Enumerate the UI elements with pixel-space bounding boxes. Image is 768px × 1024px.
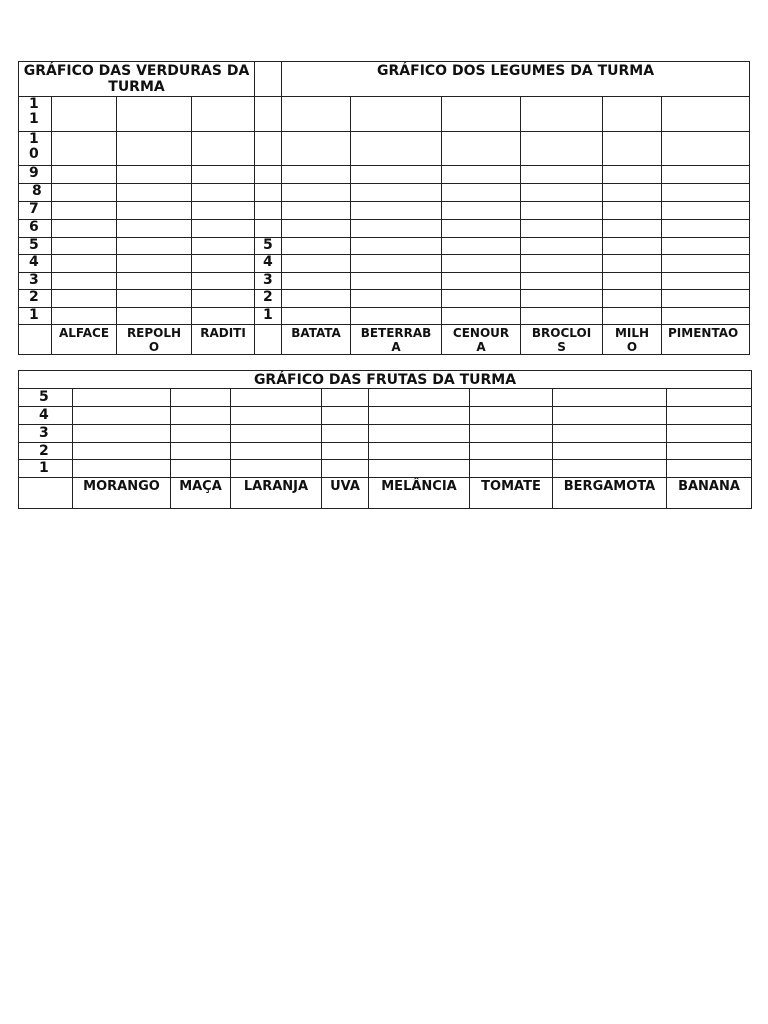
scale-cell (19, 443, 73, 460)
scale-cell (19, 290, 52, 308)
legumes-scale-cell (255, 238, 282, 255)
scale-cell (19, 220, 52, 238)
scale-value: 1 (29, 307, 39, 323)
separator-cell (255, 62, 282, 97)
category-label: BROCLOIS (521, 325, 603, 355)
category-label: TOMATE (470, 478, 553, 509)
scale-value: 1 1 (29, 96, 39, 127)
category-label: MAÇA (171, 478, 231, 509)
scale-value: 4 (29, 254, 39, 270)
scale-cell (19, 97, 52, 132)
category-label: BERGAMOTA (553, 478, 667, 509)
legumes-scale-cell (255, 290, 282, 308)
scale-value: 5 (29, 237, 39, 253)
scale-cell (19, 460, 73, 478)
scale-value: 3 (39, 425, 49, 441)
legumes-scale-value: 5 (263, 237, 273, 253)
scale-value: 6 (29, 219, 39, 235)
verduras-legumes-chart-table (18, 61, 750, 355)
category-label: UVA (322, 478, 369, 509)
category-label: LARANJA (231, 478, 322, 509)
verduras-chart-title: GRÁFICO DAS VERDURAS DA TURMA (19, 62, 255, 97)
grid-row (19, 273, 750, 290)
scale-value: 1 (39, 460, 49, 476)
legumes-scale-cell (255, 220, 282, 238)
category-label: BANANA (667, 478, 752, 509)
category-label: MELÂNCIA (369, 478, 470, 509)
grid-row (19, 255, 750, 273)
scale-cell (19, 255, 52, 273)
legumes-scale-cell (255, 273, 282, 290)
grid-row (19, 389, 752, 407)
separator-cell (255, 325, 282, 355)
scale-value: 2 (29, 289, 39, 305)
empty-corner-cell (19, 478, 73, 509)
grid-row (19, 425, 752, 443)
grid-row (19, 238, 750, 255)
scale-cell (19, 166, 52, 184)
legumes-scale-value: 4 (263, 254, 273, 270)
scale-value: 3 (29, 272, 39, 288)
legumes-scale-cell (255, 166, 282, 184)
scale-cell (19, 238, 52, 255)
grid-row (19, 460, 752, 478)
category-label: MILHO (603, 325, 662, 355)
scale-cell (19, 184, 52, 202)
legumes-scale-cell (255, 255, 282, 273)
category-label: BETERRABA (351, 325, 442, 355)
scale-cell (19, 132, 52, 166)
legumes-scale-cell (255, 132, 282, 166)
scale-cell (19, 308, 52, 325)
grid-row (19, 290, 750, 308)
category-label: RADITI (192, 325, 255, 355)
grid-row (19, 166, 750, 184)
grid-row (19, 308, 750, 325)
scale-cell (19, 407, 73, 425)
scale-value: 7 (29, 201, 39, 217)
grid-row (19, 443, 752, 460)
category-label: ALFACE (52, 325, 117, 355)
grid-row (19, 132, 750, 166)
scale-value: 5 (39, 389, 49, 405)
scale-value: 8 (32, 183, 42, 199)
scale-cell (19, 273, 52, 290)
grid-row (19, 407, 752, 425)
scale-value: 4 (39, 407, 49, 423)
scale-cell (19, 425, 73, 443)
legumes-scale-value: 3 (263, 272, 273, 288)
scale-cell (19, 389, 73, 407)
category-label: PIMENTAO (662, 325, 750, 355)
category-label: REPOLHO (117, 325, 192, 355)
legumes-scale-cell (255, 308, 282, 325)
grid-row (19, 97, 750, 132)
grid-row (19, 202, 750, 220)
legumes-scale-value: 1 (263, 307, 273, 323)
category-label: CENOURA (442, 325, 521, 355)
legumes-scale-cell (255, 202, 282, 220)
frutas-chart-title: GRÁFICO DAS FRUTAS DA TURMA (19, 371, 752, 389)
category-label-row (19, 325, 750, 355)
grid-row (19, 184, 750, 202)
category-label-row (19, 478, 752, 509)
legumes-chart-title: GRÁFICO DOS LEGUMES DA TURMA (282, 62, 750, 97)
scale-value: 9 (29, 165, 39, 181)
scale-value: 1 0 (29, 131, 39, 162)
scale-value: 2 (39, 443, 49, 459)
legumes-scale-cell (255, 184, 282, 202)
category-label: MORANGO (73, 478, 171, 509)
category-label: BATATA (282, 325, 351, 355)
frutas-chart-table (18, 370, 752, 509)
grid-row (19, 220, 750, 238)
legumes-scale-cell (255, 97, 282, 132)
empty-corner-cell (19, 325, 52, 355)
scale-cell (19, 202, 52, 220)
legumes-scale-value: 2 (263, 289, 273, 305)
